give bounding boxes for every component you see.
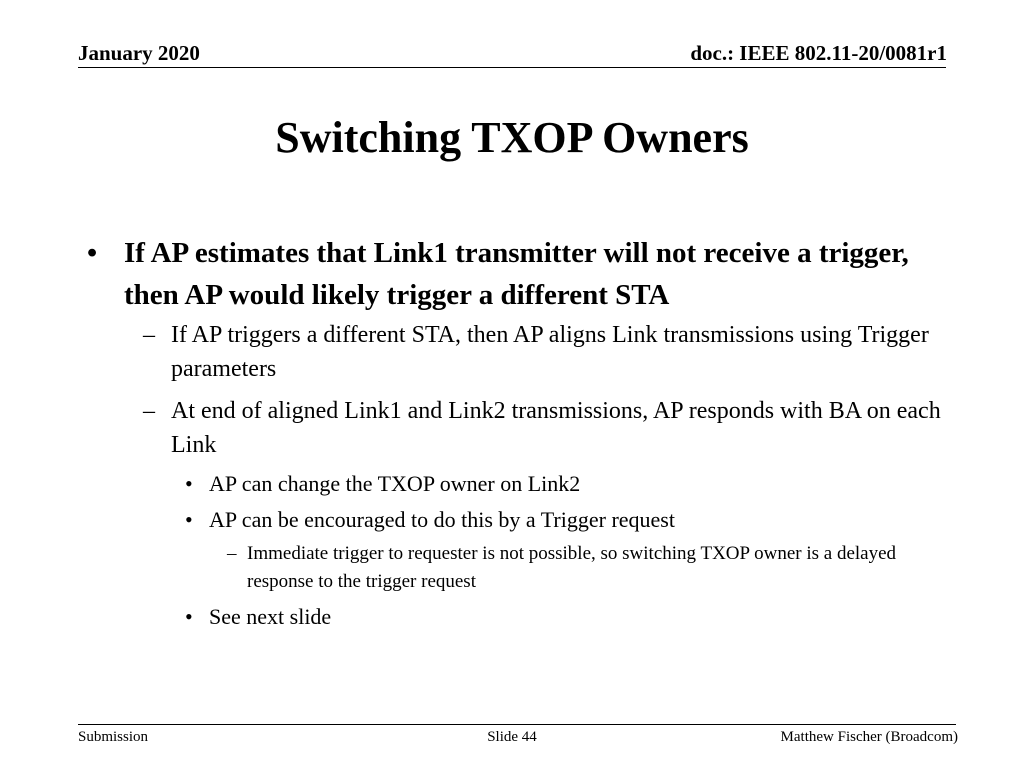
dash-marker: – bbox=[143, 322, 155, 348]
bullet-text: See next slide bbox=[209, 604, 332, 629]
bullet-level3 bbox=[185, 469, 949, 499]
bullet-level3 bbox=[185, 602, 949, 632]
bullet-text: If AP triggers a different STA, then AP aligns Link transmissions using Trigger parameters bbox=[171, 322, 929, 382]
bullet-level1 bbox=[87, 232, 944, 316]
footer-submission: Submission bbox=[78, 729, 149, 745]
slide-title: Switching TXOP Owners bbox=[275, 113, 749, 162]
footer-rule bbox=[78, 724, 956, 725]
bullet-level4 bbox=[227, 540, 947, 596]
header-date: January 2020 bbox=[78, 41, 200, 65]
bullet-marker: • bbox=[185, 471, 193, 496]
bullet-text: AP can be encouraged to do this by a Trigger request bbox=[209, 507, 675, 532]
bullet-marker: • bbox=[87, 237, 98, 269]
bullet-level2 bbox=[143, 318, 951, 386]
header-doc-id: doc.: IEEE 802.11-20/0081r1 bbox=[690, 41, 947, 65]
bullet-marker: • bbox=[185, 507, 193, 532]
footer-author: Matthew Fischer (Broadcom) bbox=[780, 729, 958, 745]
dash-marker: – bbox=[227, 543, 237, 564]
bullet-level3 bbox=[185, 505, 949, 535]
dash-marker: – bbox=[143, 398, 155, 424]
bullet-marker: • bbox=[185, 604, 193, 629]
bullet-text: At end of aligned Link1 and Link2 transmissions, AP responds with BA on each Link bbox=[171, 398, 941, 458]
bullet-text: If AP estimates that Link1 transmitter will not receive a trigger, then AP would likely trigger a different STA bbox=[124, 237, 909, 311]
bullet-level2 bbox=[143, 394, 951, 462]
bullet-text: Immediate trigger to requester is not possible, so switching TXOP owner is a delayed response to the trigger request bbox=[247, 543, 897, 592]
footer-slide-number: Slide 44 bbox=[487, 729, 537, 745]
bullet-text: AP can change the TXOP owner on Link2 bbox=[209, 471, 581, 496]
